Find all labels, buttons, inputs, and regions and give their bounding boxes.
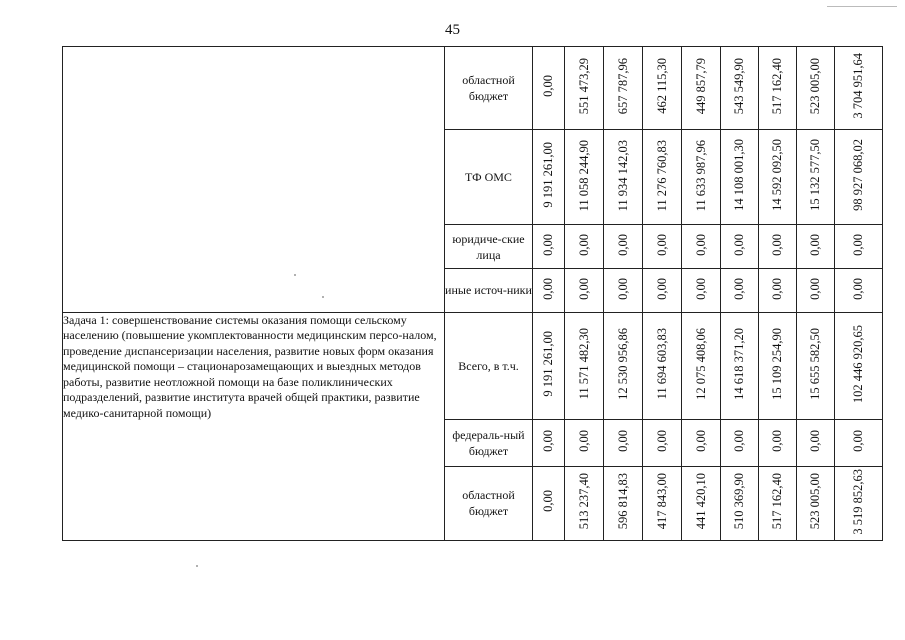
amount-value: 510 369,90 bbox=[732, 473, 746, 530]
budget-table bbox=[62, 46, 883, 541]
amount-value: 657 787,96 bbox=[615, 57, 630, 115]
amount-value: 0,00 bbox=[770, 233, 784, 256]
amount-value: 0,00 bbox=[770, 277, 784, 300]
amount-cell bbox=[604, 225, 643, 269]
amount-cell bbox=[682, 269, 721, 312]
amount-cell bbox=[835, 130, 883, 225]
amount-value: 462 115,30 bbox=[654, 58, 669, 114]
scan-speck bbox=[322, 296, 324, 298]
amount-value: 0,00 bbox=[732, 429, 746, 452]
amount-value: 98 927 068,02 bbox=[851, 139, 865, 212]
amount-value: 0,00 bbox=[732, 277, 746, 300]
amount-value: 523 005,00 bbox=[808, 473, 822, 530]
amount-value: 3 519 852,63 bbox=[851, 468, 865, 535]
amount-cell bbox=[533, 130, 565, 225]
amount-value: 0,00 bbox=[541, 429, 555, 452]
amount-cell bbox=[643, 269, 682, 312]
amount-value: 11 694 603,83 bbox=[654, 327, 669, 400]
amount-value: 0,00 bbox=[693, 277, 708, 300]
amount-value: 0,00 bbox=[654, 277, 669, 300]
amount-cell bbox=[682, 225, 721, 269]
amount-cell bbox=[835, 269, 883, 312]
amount-value: 0,00 bbox=[732, 233, 746, 256]
amount-cell bbox=[533, 47, 565, 130]
amount-cell bbox=[533, 419, 565, 466]
amount-cell bbox=[643, 47, 682, 130]
amount-cell bbox=[721, 312, 759, 419]
amount-cell bbox=[565, 312, 604, 419]
amount-value: 0,00 bbox=[541, 490, 555, 513]
amount-cell bbox=[797, 419, 835, 466]
amount-cell bbox=[721, 419, 759, 466]
amount-value: 517 162,40 bbox=[770, 57, 784, 115]
amount-cell bbox=[565, 225, 604, 269]
amount-cell bbox=[643, 225, 682, 269]
amount-cell bbox=[533, 225, 565, 269]
funding-source-label: ТФ ОМС bbox=[445, 130, 533, 225]
amount-value: 0,00 bbox=[576, 277, 591, 300]
amount-cell bbox=[835, 466, 883, 540]
amount-value: 441 420,10 bbox=[693, 473, 708, 530]
amount-cell bbox=[533, 269, 565, 312]
amount-cell bbox=[643, 466, 682, 540]
amount-value: 0,00 bbox=[851, 429, 865, 452]
amount-value: 0,00 bbox=[693, 233, 708, 256]
amount-cell bbox=[797, 312, 835, 419]
amount-value: 523 005,00 bbox=[808, 57, 822, 115]
amount-cell bbox=[682, 130, 721, 225]
amount-cell bbox=[835, 47, 883, 130]
task-description: Задача 1: совершенствование системы оказания помощи сельскому населению (повышение укомплектованности медицинским персо-налом, проведение диспансеризации населения, развитие новых форм оказания медицинской помощи – стационарозамещающих и выездных методов работы, развитие неотложной помощи на базе поликлинических подразделений, развитие института врачей общей практики, развитие медико-санитарной помощи) bbox=[63, 312, 445, 541]
funding-source-label: юридиче-ские лица bbox=[445, 225, 533, 269]
table-row bbox=[63, 312, 883, 419]
amount-cell bbox=[565, 47, 604, 130]
amount-cell bbox=[565, 466, 604, 540]
amount-cell bbox=[759, 225, 797, 269]
funding-source-label: областной бюджет bbox=[445, 47, 533, 130]
amount-value: 417 843,00 bbox=[654, 473, 669, 530]
amount-value: 0,00 bbox=[654, 429, 669, 452]
amount-value: 102 446 920,65 bbox=[851, 324, 865, 403]
amount-value: 0,00 bbox=[693, 429, 708, 452]
amount-value: 9 191 261,00 bbox=[541, 330, 555, 397]
amount-value: 0,00 bbox=[808, 233, 822, 256]
amount-value: 15 655 582,50 bbox=[808, 327, 822, 400]
amount-value: 0,00 bbox=[541, 233, 555, 256]
amount-value: 15 109 254,90 bbox=[770, 327, 784, 400]
amount-value: 11 058 244,90 bbox=[576, 139, 591, 211]
table-row bbox=[63, 47, 883, 130]
funding-source-label: областной бюджет bbox=[445, 466, 533, 540]
amount-value: 0,00 bbox=[576, 429, 591, 452]
amount-value: 517 162,40 bbox=[770, 473, 784, 530]
funding-source-label: Всего, в т.ч. bbox=[445, 312, 533, 419]
amount-cell bbox=[797, 269, 835, 312]
amount-value: 11 276 760,83 bbox=[654, 139, 669, 211]
amount-cell bbox=[565, 269, 604, 312]
amount-value: 3 704 951,64 bbox=[851, 53, 865, 119]
amount-cell bbox=[721, 225, 759, 269]
amount-value: 14 108 001,30 bbox=[732, 139, 746, 212]
amount-value: 0,00 bbox=[615, 277, 630, 300]
funding-source-label: иные источ-ники bbox=[445, 269, 533, 312]
amount-cell bbox=[721, 269, 759, 312]
amount-value: 12 075 408,06 bbox=[693, 327, 708, 400]
amount-cell bbox=[533, 312, 565, 419]
amount-value: 596 814,83 bbox=[615, 473, 630, 530]
scan-edge-line bbox=[827, 6, 897, 7]
amount-value: 11 934 142,03 bbox=[615, 139, 630, 211]
amount-cell bbox=[604, 312, 643, 419]
amount-value: 449 857,79 bbox=[693, 57, 708, 115]
amount-value: 0,00 bbox=[615, 233, 630, 256]
amount-cell bbox=[835, 312, 883, 419]
amount-value: 12 530 956,86 bbox=[615, 327, 630, 400]
amount-cell bbox=[835, 419, 883, 466]
amount-cell bbox=[604, 47, 643, 130]
amount-cell bbox=[565, 419, 604, 466]
amount-cell bbox=[835, 225, 883, 269]
amount-cell bbox=[759, 466, 797, 540]
amount-value: 0,00 bbox=[541, 277, 555, 300]
amount-value: 0,00 bbox=[808, 429, 822, 452]
amount-cell bbox=[682, 47, 721, 130]
amount-cell bbox=[604, 130, 643, 225]
amount-cell bbox=[759, 419, 797, 466]
amount-value: 9 191 261,00 bbox=[541, 142, 555, 209]
amount-cell bbox=[533, 466, 565, 540]
amount-cell bbox=[604, 269, 643, 312]
amount-cell bbox=[759, 312, 797, 419]
amount-value: 0,00 bbox=[541, 75, 555, 98]
page-number: 45 bbox=[445, 22, 460, 38]
amount-cell bbox=[604, 419, 643, 466]
amount-cell bbox=[604, 466, 643, 540]
amount-value: 14 592 092,50 bbox=[770, 139, 784, 212]
amount-cell bbox=[565, 130, 604, 225]
amount-value: 0,00 bbox=[576, 233, 591, 256]
amount-cell bbox=[643, 419, 682, 466]
amount-value: 0,00 bbox=[770, 429, 784, 452]
amount-cell bbox=[797, 466, 835, 540]
scan-speck bbox=[196, 565, 198, 567]
scan-speck bbox=[294, 274, 296, 276]
amount-cell bbox=[682, 312, 721, 419]
funding-source-label: федераль-ный бюджет bbox=[445, 419, 533, 466]
amount-cell bbox=[643, 312, 682, 419]
amount-value: 15 132 577,50 bbox=[808, 139, 822, 212]
amount-cell bbox=[797, 225, 835, 269]
amount-value: 543 549,90 bbox=[732, 57, 746, 115]
amount-value: 0,00 bbox=[851, 233, 865, 256]
amount-cell bbox=[643, 130, 682, 225]
amount-cell bbox=[721, 466, 759, 540]
amount-value: 11 633 987,96 bbox=[693, 139, 708, 211]
amount-value: 11 571 482,30 bbox=[576, 327, 591, 400]
amount-value: 0,00 bbox=[808, 277, 822, 300]
amount-cell bbox=[759, 269, 797, 312]
amount-cell bbox=[797, 130, 835, 225]
amount-cell bbox=[797, 47, 835, 130]
amount-cell bbox=[721, 47, 759, 130]
blank-task-cell bbox=[63, 47, 445, 313]
amount-cell bbox=[682, 419, 721, 466]
amount-value: 0,00 bbox=[654, 233, 669, 256]
amount-value: 551 473,29 bbox=[576, 57, 591, 115]
amount-value: 513 237,40 bbox=[576, 473, 591, 530]
amount-value: 0,00 bbox=[615, 429, 630, 452]
amount-cell bbox=[759, 130, 797, 225]
amount-cell bbox=[759, 47, 797, 130]
amount-cell bbox=[682, 466, 721, 540]
amount-cell bbox=[721, 130, 759, 225]
amount-value: 0,00 bbox=[851, 277, 865, 300]
amount-value: 14 618 371,20 bbox=[732, 327, 746, 400]
